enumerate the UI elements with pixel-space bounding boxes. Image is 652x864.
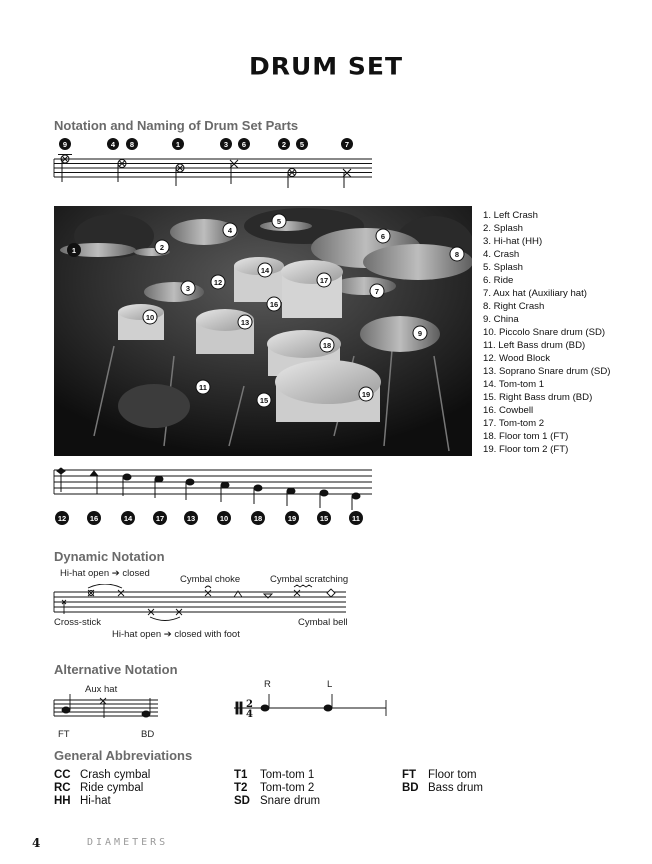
- top-staff-notes: [58, 155, 354, 189]
- svg-text:11: 11: [199, 383, 207, 392]
- photo-marker-16: [267, 297, 281, 311]
- svg-text:15: 15: [319, 514, 329, 523]
- svg-text:15: 15: [259, 396, 269, 405]
- abbr-column-2: [234, 769, 320, 808]
- photo-marker-19: [359, 387, 373, 401]
- drum-set-photo: [54, 206, 472, 456]
- part-14: 14. Tom-tom 1: [483, 379, 545, 390]
- part-9: 9. China: [483, 314, 519, 325]
- footer-brand: DIAMETERS: [87, 837, 169, 848]
- photo-marker-9: [413, 326, 427, 340]
- bd-label: BD: [141, 729, 155, 740]
- photo-marker-12: [211, 275, 225, 289]
- abbr-row-t1: T1 Tom-tom 1: [234, 769, 315, 781]
- parts-legend: [483, 209, 610, 456]
- svg-text:3: 3: [223, 140, 229, 149]
- section-heading-abbreviations: General Abbreviations: [54, 748, 193, 763]
- hihat-open-closed-label: Hi-hat open ➔ closed: [60, 568, 150, 579]
- svg-text:18: 18: [253, 514, 263, 523]
- bottom-staff-label-1: [55, 511, 69, 525]
- cymbal-choke-label: Cymbal choke: [180, 574, 241, 585]
- svg-text:1: 1: [71, 246, 77, 255]
- svg-text:10: 10: [219, 514, 229, 523]
- svg-text:12: 12: [57, 514, 67, 523]
- photo-marker-11: [196, 380, 210, 394]
- svg-text:14: 14: [123, 514, 133, 523]
- section-heading-dynamic: Dynamic Notation: [54, 549, 165, 564]
- svg-text:6: 6: [380, 232, 386, 241]
- page-number: 4: [32, 836, 41, 850]
- svg-text:18: 18: [322, 341, 332, 350]
- photo-marker-7: [370, 284, 384, 298]
- cymbal-bell-label: Cymbal bell: [298, 617, 348, 628]
- svg-text:17: 17: [319, 276, 329, 285]
- bottom-staff-label-9: [317, 511, 331, 525]
- svg-text:19: 19: [361, 390, 371, 399]
- svg-text:13: 13: [186, 514, 196, 523]
- section-heading-notation: Notation and Naming of Drum Set Parts: [54, 118, 299, 133]
- photo-marker-3: [181, 281, 195, 295]
- svg-text:3: 3: [185, 284, 191, 293]
- top-staff-label-2: [107, 138, 119, 150]
- bottom-staff-label-7: [251, 511, 265, 525]
- svg-text:4: 4: [227, 226, 233, 235]
- part-1: 1. Left Crash: [483, 210, 538, 221]
- part-4: 4. Crash: [483, 249, 520, 260]
- part-11: 11. Left Bass drum (BD): [483, 340, 586, 351]
- photo-marker-5: [272, 214, 286, 228]
- photo-marker-1: [67, 243, 81, 257]
- svg-text:8: 8: [129, 140, 135, 149]
- svg-text:8: 8: [454, 250, 460, 259]
- bottom-staff-label-6: [217, 511, 231, 525]
- top-staff-label-4: [172, 138, 184, 150]
- part-10: 10. Piccolo Snare drum (SD): [483, 327, 606, 338]
- part-16: 16. Cowbell: [483, 405, 534, 416]
- photo-marker-8: [450, 247, 464, 261]
- svg-text:7: 7: [374, 287, 380, 296]
- photo-marker-14: [258, 263, 272, 277]
- abbr-column-1: [54, 769, 150, 808]
- top-staff-label-6: [238, 138, 250, 150]
- left-hand-label: L: [327, 679, 333, 690]
- part-13: 13. Soprano Snare drum (SD): [483, 366, 611, 377]
- svg-text:9: 9: [417, 329, 423, 338]
- top-staff-label-5: [220, 138, 232, 150]
- photo-marker-13: [238, 315, 252, 329]
- part-7: 7. Aux hat (Auxiliary hat): [483, 288, 587, 299]
- svg-text:11: 11: [352, 514, 360, 523]
- aux-hat-label: Aux hat: [85, 684, 118, 695]
- bottom-staff-label-5: [184, 511, 198, 525]
- bottom-staff-label-8: [285, 511, 299, 525]
- photo-marker-6: [376, 229, 390, 243]
- bottom-staff-label-10: [349, 511, 363, 525]
- svg-text:13: 13: [240, 318, 250, 327]
- right-hand-label: R: [264, 679, 271, 690]
- svg-text:10: 10: [145, 313, 155, 322]
- abbr-row-rc: RC Ride cymbal: [54, 782, 144, 794]
- part-12: 12. Wood Block: [483, 353, 551, 364]
- bottom-staff: [0, 462, 652, 532]
- alternative-staves: [0, 694, 652, 726]
- svg-text:14: 14: [260, 266, 270, 275]
- abbr-row-cc: CC Crash cymbal: [54, 769, 151, 781]
- photo-marker-2: [155, 240, 169, 254]
- svg-text:19: 19: [287, 514, 297, 523]
- svg-text:4: 4: [246, 709, 253, 720]
- svg-text:16: 16: [89, 514, 99, 523]
- top-staff-label-8: [296, 138, 308, 150]
- svg-text:17: 17: [155, 514, 165, 523]
- svg-text:6: 6: [241, 140, 247, 149]
- photo-marker-18: [320, 338, 334, 352]
- svg-text:5: 5: [299, 140, 305, 149]
- top-staff-label-9: [341, 138, 353, 150]
- part-8: 8. Right Crash: [483, 301, 545, 312]
- svg-text:1: 1: [175, 140, 181, 149]
- part-6: 6. Ride: [483, 275, 514, 286]
- top-staff: [0, 132, 652, 192]
- abbr-row-hh: HH Hi-hat: [54, 795, 111, 807]
- svg-text:2: 2: [246, 699, 253, 710]
- bottom-staff-label-3: [121, 511, 135, 525]
- abbr-row-bd: BD Bass drum: [402, 782, 483, 794]
- section-heading-alternative: Alternative Notation: [54, 662, 178, 677]
- top-staff-label-3: [126, 138, 138, 150]
- photo-marker-4: [223, 223, 237, 237]
- photo-marker-15: [257, 393, 271, 407]
- svg-text:5: 5: [276, 217, 282, 226]
- cymbal-scratching-label: Cymbal scratching: [270, 574, 349, 585]
- cross-stick-label: Cross-stick: [54, 617, 101, 628]
- photo-marker-10: [143, 310, 157, 324]
- abbr-row-sd: SD Snare drum: [234, 795, 321, 807]
- bottom-staff-label-2: [87, 511, 101, 525]
- part-17: 17. Tom-tom 2: [483, 418, 545, 429]
- svg-text:4: 4: [110, 140, 116, 149]
- abbr-row-ft: FT Floor tom: [402, 769, 477, 781]
- part-3: 3. Hi-hat (HH): [483, 236, 543, 247]
- top-staff-label-7: [278, 138, 290, 150]
- part-18: 18. Floor tom 1 (FT): [483, 431, 569, 442]
- ft-label: FT: [58, 729, 70, 740]
- part-19: 19. Floor tom 2 (FT): [483, 444, 569, 455]
- abbr-row-t2: T2 Tom-tom 2: [234, 782, 315, 794]
- photo-marker-17: [317, 273, 331, 287]
- svg-text:12: 12: [213, 278, 223, 287]
- svg-text:7: 7: [344, 140, 350, 149]
- bottom-staff-label-4: [153, 511, 167, 525]
- svg-text:16: 16: [269, 300, 279, 309]
- page-title: DRUM SET: [248, 52, 404, 81]
- svg-text:9: 9: [62, 140, 68, 149]
- top-staff-label-1: [59, 138, 71, 150]
- part-2: 2. Splash: [483, 223, 524, 234]
- abbr-column-3: [402, 769, 483, 795]
- part-5: 5. Splash: [483, 262, 524, 273]
- svg-text:2: 2: [281, 140, 287, 149]
- svg-text:2: 2: [159, 243, 165, 252]
- part-15: 15. Right Bass drum (BD): [483, 392, 593, 403]
- hihat-foot-label: Hi-hat open ➔ closed with foot: [112, 629, 240, 640]
